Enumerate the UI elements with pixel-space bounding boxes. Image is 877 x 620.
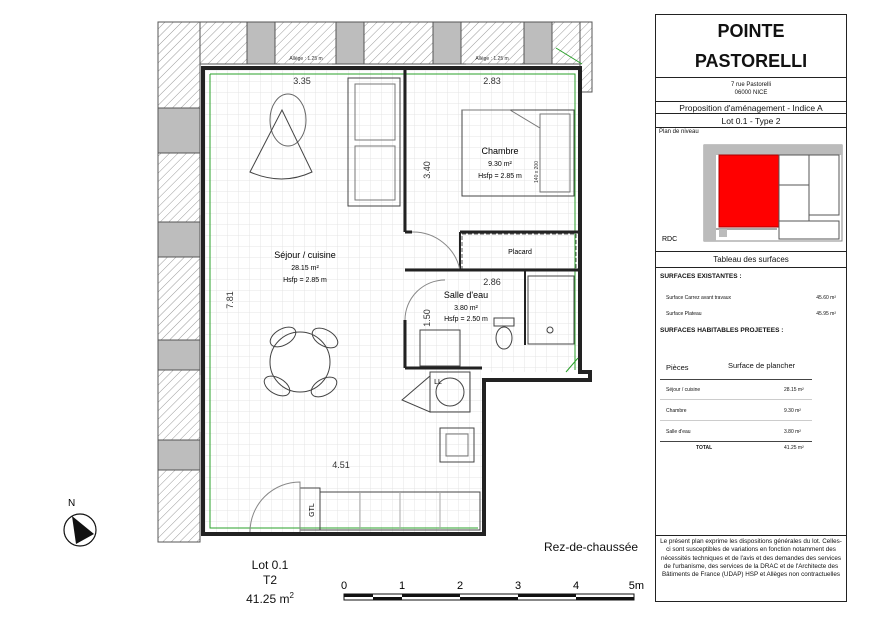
- room-hsfp-sde: Hsfp = 2.50 m: [444, 316, 488, 323]
- dimension-label: 3.35: [293, 76, 311, 86]
- disclaimer-text: Le présent plan exprime les dispositions générales du lot. Celles-ci sont susceptibles de variations en fonction notamment des nécessités techniques et de l'avis et des demandes des services de l'urbanisme, des services de la DRAC et de l'Architecte des Bâtiments de France (UDAP) HSP et Allèges non contractuelles: [660, 538, 842, 579]
- room-name-sde: Salle d'eau: [443, 290, 489, 300]
- lot-summary: [220, 558, 320, 607]
- lot-area: 41.25 $m^2$: [246, 591, 294, 606]
- proposal-label: Proposition d'aménagement - Indice A: [679, 103, 823, 113]
- apartment-floor: [205, 70, 578, 532]
- site-mini-plan: [659, 137, 845, 249]
- project-name-line2: PASTORELLI: [694, 51, 808, 71]
- dimension-label: 2.83: [483, 76, 501, 86]
- allege-label: Allège : 1.25 m: [289, 56, 323, 62]
- scale-bar: [335, 575, 645, 607]
- scale-tick-label: 2: [456, 580, 464, 592]
- scale-tick-label: 5m: [628, 580, 644, 592]
- scale-tick-label: 0: [340, 580, 348, 592]
- dimension-label: 7.81: [225, 291, 235, 309]
- existing-value: 45.60 m²: [816, 295, 836, 301]
- north-arrow-icon: [58, 492, 102, 552]
- lot-type-label: Lot 0.1 - Type 2: [721, 116, 781, 126]
- surfaces-table-title: Tableau des surfaces: [713, 255, 789, 264]
- pillar: [158, 340, 200, 370]
- svg-text:RDC: RDC: [662, 236, 678, 243]
- room-hsfp-sejour: Hsfp = 2.85 m: [283, 277, 327, 284]
- ll-label: LL: [434, 379, 442, 386]
- lot-highlight: [719, 155, 779, 227]
- room-area-chambre: 9.30 m²: [488, 161, 512, 168]
- room-name-sejour: Séjour / cuisine: [274, 250, 336, 260]
- level-label: Rez-de-chaussée: [544, 540, 639, 554]
- col-rooms-header: Pièces: [666, 363, 689, 372]
- level-plan-label: Plan de niveau: [659, 129, 699, 135]
- gtl-label: GTL: [309, 503, 316, 517]
- room-area-sejour: 28.15 m²: [291, 265, 319, 272]
- room-name-chambre: Chambre: [481, 146, 519, 156]
- room-hsfp-chambre: Hsfp = 2.85 m: [478, 173, 522, 180]
- room-row-area: 9.30 m²: [784, 408, 801, 414]
- dimension-label: 2.86: [483, 277, 501, 287]
- room-row-name: Chambre: [666, 408, 687, 414]
- room-row-area: 3.80 m²: [784, 429, 801, 435]
- room-row-name: Séjour / cuisine: [666, 387, 701, 393]
- pillar: [433, 22, 461, 64]
- col-area-header: Surface de plancher: [728, 361, 796, 370]
- room-area-sde: 3.80 m²: [454, 305, 478, 312]
- pillar: [158, 222, 200, 257]
- placard-label: Placard: [508, 249, 532, 256]
- address-line2: 06000 NICE: [734, 90, 768, 96]
- pillar: [336, 22, 364, 64]
- projected-heading: SURFACES HABITABLES PROJETEES :: [660, 327, 784, 334]
- existing-label: Surface Carrez avant travaux: [666, 295, 732, 301]
- pillar: [524, 22, 552, 64]
- dimension-label: 3.40: [422, 161, 432, 179]
- lot-type: T2: [262, 573, 277, 587]
- pillar: [158, 108, 200, 153]
- total-value: 41.25 m²: [784, 445, 804, 451]
- existing-label: Surface Plateau: [666, 311, 702, 317]
- dining-table: [270, 332, 330, 392]
- pillar: [247, 22, 275, 64]
- bed-size-label: 140 x 200: [534, 161, 540, 183]
- scale-tick-label: 1: [398, 580, 406, 592]
- scale-tick-label: 3: [514, 580, 522, 592]
- total-label: TOTAL: [696, 445, 713, 451]
- pillar: [158, 440, 200, 470]
- allege-label: Allège : 1.25 m: [475, 56, 509, 62]
- existing-value: 45.95 m²: [816, 311, 836, 317]
- existing-heading: SURFACES EXISTANTES :: [660, 273, 742, 280]
- dimension-label: 1.50: [422, 309, 432, 327]
- lot-number: Lot 0.1: [251, 558, 289, 572]
- dimension-label: 4.51: [332, 460, 350, 470]
- svg-text:N: N: [68, 498, 76, 509]
- project-name-line1: POINTE: [717, 21, 785, 41]
- scale-tick-label: 4: [572, 580, 580, 592]
- address-line1: 7 rue Pastorelli: [730, 82, 772, 88]
- title-block: [655, 14, 847, 602]
- room-row-name: Salle d'eau: [666, 429, 691, 435]
- room-row-area: 28.15 m²: [784, 387, 804, 393]
